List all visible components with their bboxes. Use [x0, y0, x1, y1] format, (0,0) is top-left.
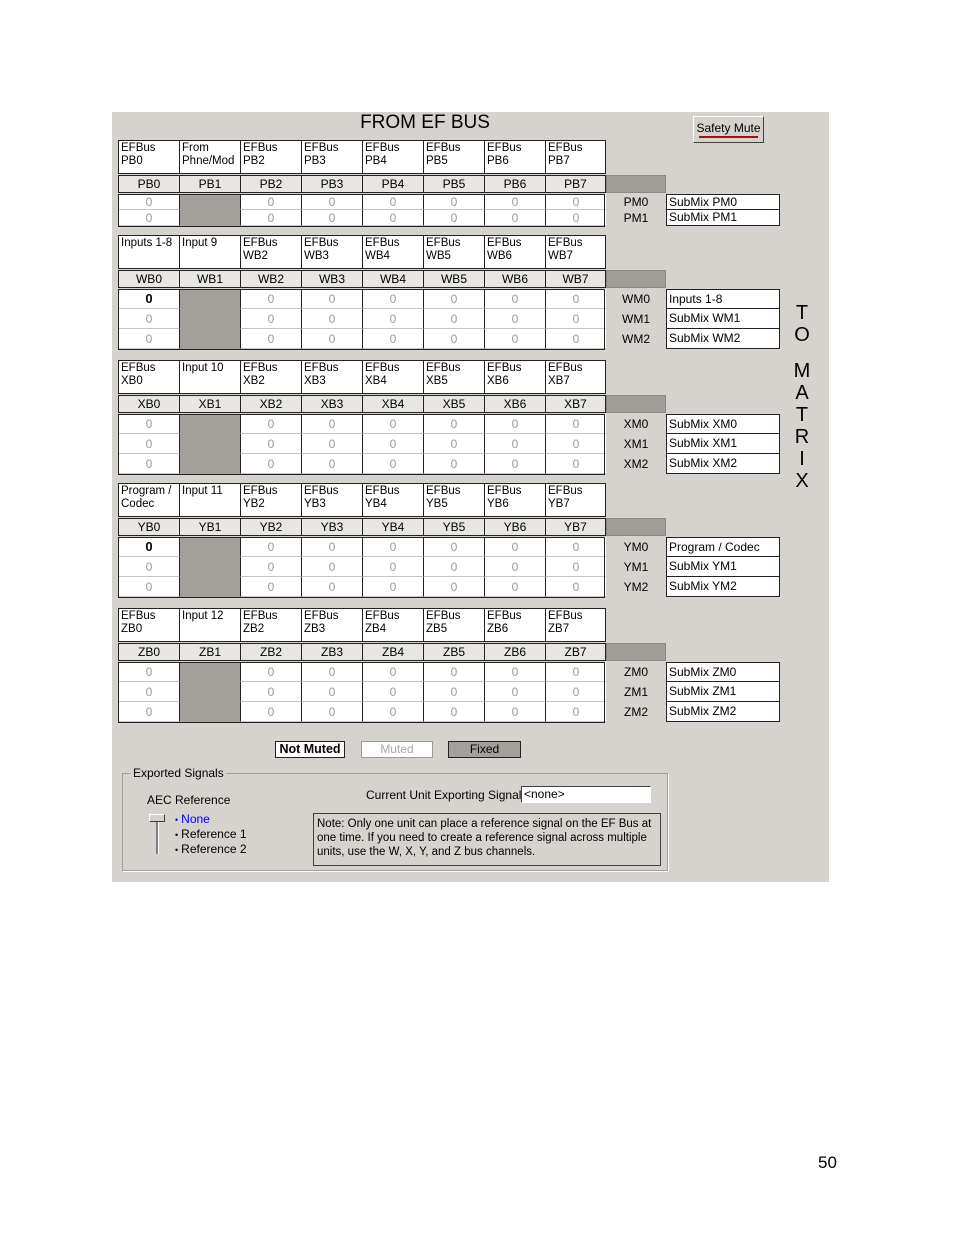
- gain-cell[interactable]: 0: [240, 662, 301, 682]
- column-header: EFBus YB2: [240, 483, 301, 517]
- safety-mute-indicator: [699, 136, 758, 138]
- gain-cell[interactable]: 0: [545, 702, 606, 722]
- column-header: Program / Codec: [118, 483, 179, 517]
- bus-label: XB1: [179, 395, 240, 413]
- gain-cell[interactable]: 0: [301, 682, 362, 702]
- gain-cell[interactable]: 0: [118, 194, 179, 210]
- gain-cell[interactable]: 0: [301, 577, 362, 597]
- gain-cell[interactable]: 0: [240, 557, 301, 577]
- gain-cell[interactable]: 0: [423, 194, 484, 210]
- gain-cell[interactable]: 0: [423, 662, 484, 682]
- fixed-gain-cell: [179, 434, 240, 454]
- gain-cell[interactable]: 0: [118, 537, 179, 557]
- gain-cell[interactable]: 0: [545, 289, 606, 309]
- bus-blank-cell: [606, 175, 666, 193]
- row-bus-name: YM1: [623, 560, 649, 574]
- column-header: EFBus WB4: [362, 235, 423, 269]
- fixed-gain-cell: [179, 702, 240, 722]
- gain-cell[interactable]: 0: [118, 414, 179, 434]
- bus-label: WB7: [545, 270, 606, 288]
- gain-cell[interactable]: 0: [301, 210, 362, 226]
- column-header: EFBus PB4: [362, 140, 423, 174]
- bus-blank-cell: [606, 395, 666, 413]
- column-header: EFBus WB6: [484, 235, 545, 269]
- gain-cell[interactable]: 0: [423, 454, 484, 474]
- column-header: Inputs 1-8: [118, 235, 179, 269]
- gain-cell[interactable]: 0: [301, 414, 362, 434]
- bus-label: YB0: [118, 518, 179, 536]
- bus-label: YB1: [179, 518, 240, 536]
- gain-cell[interactable]: 0: [301, 537, 362, 557]
- row-label: SubMix ZM2: [666, 702, 780, 722]
- gain-cell[interactable]: 0: [423, 702, 484, 722]
- column-header: Input 10: [179, 360, 240, 394]
- column-header: Input 9: [179, 235, 240, 269]
- to-matrix-letter: R: [794, 426, 810, 448]
- column-header: From Phne/Mod: [179, 140, 240, 174]
- gain-cell[interactable]: 0: [118, 557, 179, 577]
- bus-label: PB5: [423, 175, 484, 193]
- aec-option-none[interactable]: • None: [175, 812, 210, 826]
- fixed-gain-cell: [179, 414, 240, 434]
- gain-cell[interactable]: 0: [362, 682, 423, 702]
- gain-cell[interactable]: 0: [362, 329, 423, 349]
- current-exporting-field[interactable]: <none>: [521, 786, 651, 803]
- to-matrix-label: [788, 302, 816, 492]
- fixed-gain-cell: [179, 577, 240, 597]
- bus-label: WB4: [362, 270, 423, 288]
- gain-cell[interactable]: 0: [545, 662, 606, 682]
- safety-mute-label: Safety Mute: [696, 121, 761, 135]
- row-bus-name: PM1: [623, 211, 649, 225]
- fixed-gain-cell: [179, 682, 240, 702]
- bus-label: ZB6: [484, 643, 545, 661]
- gain-cell[interactable]: 0: [545, 414, 606, 434]
- column-header: EFBus XB2: [240, 360, 301, 394]
- gain-cell[interactable]: 0: [301, 434, 362, 454]
- bus-label: PB3: [301, 175, 362, 193]
- bus-label: ZB1: [179, 643, 240, 661]
- gain-cell[interactable]: 0: [362, 537, 423, 557]
- column-header: EFBus XB6: [484, 360, 545, 394]
- column-header: Input 12: [179, 608, 240, 642]
- column-header: EFBus XB7: [545, 360, 606, 394]
- column-header: EFBus PB0: [118, 140, 179, 174]
- bus-label: WB5: [423, 270, 484, 288]
- gain-cell[interactable]: 0: [118, 309, 179, 329]
- fixed-gain-cell: [179, 289, 240, 309]
- gain-cell[interactable]: 0: [240, 682, 301, 702]
- row-bus-name: XM0: [623, 417, 649, 431]
- gain-cell[interactable]: 0: [484, 537, 545, 557]
- gain-cell[interactable]: 0: [423, 557, 484, 577]
- to-matrix-letter: T: [795, 302, 809, 324]
- gain-cell[interactable]: 0: [118, 454, 179, 474]
- column-header: EFBus ZB0: [118, 608, 179, 642]
- fixed-gain-cell: [179, 309, 240, 329]
- gain-cell[interactable]: 0: [240, 210, 301, 226]
- gain-cell[interactable]: 0: [301, 309, 362, 329]
- bus-label: WB1: [179, 270, 240, 288]
- row-label: SubMix WM1: [666, 309, 780, 329]
- panel-title: FROM EF BUS: [360, 112, 490, 133]
- column-header: EFBus XB4: [362, 360, 423, 394]
- to-matrix-letter: T: [795, 404, 809, 426]
- page-number: 50: [818, 1153, 837, 1172]
- bus-label: PB2: [240, 175, 301, 193]
- to-matrix-letter: X: [795, 470, 809, 492]
- column-header: EFBus XB5: [423, 360, 484, 394]
- gain-cell[interactable]: 0: [362, 702, 423, 722]
- fixed-gain-cell: [179, 194, 240, 210]
- gain-cell[interactable]: 0: [240, 537, 301, 557]
- gain-cell[interactable]: 0: [545, 434, 606, 454]
- gain-cell[interactable]: 0: [423, 309, 484, 329]
- column-header: EFBus PB3: [301, 140, 362, 174]
- row-label: SubMix XM1: [666, 434, 780, 454]
- bus-label: YB3: [301, 518, 362, 536]
- bus-label: PB1: [179, 175, 240, 193]
- gain-cell[interactable]: 0: [484, 329, 545, 349]
- row-label: SubMix PM1: [666, 210, 780, 226]
- exported-note: Note: Only one unit can place a reference signal on the EF Bus at one time. If you need to create a reference signal across multiple units, use the W, X, Y, and Z bus channels.: [313, 813, 661, 866]
- aec-slider-thumb[interactable]: [149, 814, 165, 822]
- column-header: EFBus YB7: [545, 483, 606, 517]
- bus-label: WB6: [484, 270, 545, 288]
- gain-cell[interactable]: 0: [118, 662, 179, 682]
- bus-label: ZB4: [362, 643, 423, 661]
- column-header: EFBus PB2: [240, 140, 301, 174]
- bus-label: ZB2: [240, 643, 301, 661]
- gain-cell[interactable]: 0: [118, 329, 179, 349]
- gain-cell[interactable]: 0: [545, 194, 606, 210]
- aec-option-reference-2-label: Reference 2: [181, 842, 247, 856]
- gain-cell[interactable]: 0: [118, 577, 179, 597]
- gain-cell[interactable]: 0: [484, 309, 545, 329]
- column-header: EFBus PB6: [484, 140, 545, 174]
- to-matrix-letter: [788, 346, 816, 360]
- gain-cell[interactable]: 0: [423, 434, 484, 454]
- bus-label: PB0: [118, 175, 179, 193]
- gain-cell[interactable]: 0: [118, 289, 179, 309]
- gain-cell[interactable]: 0: [423, 577, 484, 597]
- bus-label: PB7: [545, 175, 606, 193]
- bus-blank-cell: [606, 270, 666, 288]
- column-header: EFBus PB5: [423, 140, 484, 174]
- gain-cell[interactable]: 0: [545, 454, 606, 474]
- bus-label: WB2: [240, 270, 301, 288]
- gain-cell[interactable]: 0: [118, 702, 179, 722]
- row-label: Inputs 1-8: [666, 289, 780, 309]
- bus-label: PB4: [362, 175, 423, 193]
- aec-option-reference-1[interactable]: • Reference 1: [175, 827, 247, 841]
- row-bus-name: ZM1: [624, 685, 648, 699]
- row-bus-name: YM0: [623, 540, 649, 554]
- gain-cell[interactable]: 0: [484, 289, 545, 309]
- row-bus-name: XM2: [623, 457, 649, 471]
- column-header: EFBus ZB3: [301, 608, 362, 642]
- gain-cell[interactable]: 0: [240, 289, 301, 309]
- gain-cell[interactable]: 0: [545, 682, 606, 702]
- column-header: EFBus YB5: [423, 483, 484, 517]
- bus-label: YB5: [423, 518, 484, 536]
- column-header: EFBus XB0: [118, 360, 179, 394]
- gain-cell[interactable]: 0: [301, 702, 362, 722]
- column-header: EFBus YB3: [301, 483, 362, 517]
- gain-cell[interactable]: 0: [301, 329, 362, 349]
- bus-label: YB2: [240, 518, 301, 536]
- gain-cell[interactable]: 0: [362, 577, 423, 597]
- bus-label: YB7: [545, 518, 606, 536]
- bus-blank-cell: [606, 518, 666, 536]
- legend-not-muted: Not Muted: [275, 741, 345, 758]
- gain-cell[interactable]: 0: [484, 702, 545, 722]
- gain-cell[interactable]: 0: [423, 210, 484, 226]
- fixed-gain-cell: [179, 454, 240, 474]
- gain-cell[interactable]: 0: [423, 537, 484, 557]
- bus-label: ZB0: [118, 643, 179, 661]
- gain-cell[interactable]: 0: [301, 289, 362, 309]
- gain-cell[interactable]: 0: [362, 210, 423, 226]
- ef-bus-panel: [112, 112, 829, 882]
- gain-cell[interactable]: 0: [301, 194, 362, 210]
- gain-cell[interactable]: 0: [301, 662, 362, 682]
- column-header: Input 11: [179, 483, 240, 517]
- bus-label: ZB5: [423, 643, 484, 661]
- gain-cell[interactable]: 0: [118, 434, 179, 454]
- column-header: EFBus WB2: [240, 235, 301, 269]
- gain-cell[interactable]: 0: [484, 557, 545, 577]
- bus-label: ZB7: [545, 643, 606, 661]
- gain-cell[interactable]: 0: [484, 662, 545, 682]
- gain-cell[interactable]: 0: [484, 210, 545, 226]
- gain-cell[interactable]: 0: [362, 662, 423, 682]
- to-matrix-letter: M: [793, 360, 811, 382]
- gain-cell[interactable]: 0: [545, 557, 606, 577]
- gain-cell[interactable]: 0: [423, 289, 484, 309]
- column-header: EFBus PB7: [545, 140, 606, 174]
- fixed-gain-cell: [179, 557, 240, 577]
- gain-cell[interactable]: 0: [301, 557, 362, 577]
- legend-fixed: Fixed: [448, 741, 521, 758]
- column-header: EFBus WB5: [423, 235, 484, 269]
- column-header: EFBus ZB6: [484, 608, 545, 642]
- exported-signals-group: [122, 766, 668, 871]
- fixed-gain-cell: [179, 210, 240, 226]
- gain-cell[interactable]: 0: [240, 434, 301, 454]
- aec-reference-label: AEC Reference: [147, 793, 231, 807]
- gain-cell[interactable]: 0: [484, 682, 545, 702]
- bus-label: XB2: [240, 395, 301, 413]
- column-header: EFBus XB3: [301, 360, 362, 394]
- column-header: EFBus ZB5: [423, 608, 484, 642]
- bus-blank-cell: [606, 643, 666, 661]
- fixed-gain-cell: [179, 329, 240, 349]
- column-header: EFBus ZB7: [545, 608, 606, 642]
- column-header: EFBus ZB4: [362, 608, 423, 642]
- gain-cell[interactable]: 0: [240, 577, 301, 597]
- gain-cell[interactable]: 0: [118, 682, 179, 702]
- gain-cell[interactable]: 0: [362, 289, 423, 309]
- row-label: SubMix YM1: [666, 557, 780, 577]
- gain-cell[interactable]: 0: [362, 414, 423, 434]
- row-label: SubMix PM0: [666, 194, 780, 210]
- bus-label: ZB3: [301, 643, 362, 661]
- row-bus-name: PM0: [623, 195, 649, 209]
- gain-cell[interactable]: 0: [545, 577, 606, 597]
- bus-label: XB5: [423, 395, 484, 413]
- bus-label: PB6: [484, 175, 545, 193]
- safety-mute-button[interactable]: [693, 116, 764, 143]
- row-label: Program / Codec: [666, 537, 780, 557]
- bus-label: YB4: [362, 518, 423, 536]
- gain-cell[interactable]: 0: [240, 454, 301, 474]
- aec-option-none-label: None: [181, 812, 210, 826]
- gain-cell[interactable]: 0: [484, 194, 545, 210]
- row-bus-name: WM0: [622, 292, 650, 306]
- column-header: EFBus YB6: [484, 483, 545, 517]
- exported-signals-label: Exported Signals: [133, 766, 224, 780]
- fixed-gain-cell: [179, 537, 240, 557]
- gain-cell[interactable]: 0: [484, 454, 545, 474]
- row-label: SubMix XM2: [666, 454, 780, 474]
- gain-cell[interactable]: 0: [545, 309, 606, 329]
- row-label: SubMix WM2: [666, 329, 780, 349]
- row-bus-name: WM1: [622, 312, 650, 326]
- gain-cell[interactable]: 0: [545, 537, 606, 557]
- legend-muted: Muted: [361, 741, 433, 758]
- gain-cell[interactable]: 0: [240, 194, 301, 210]
- gain-cell[interactable]: 0: [240, 329, 301, 349]
- gain-cell[interactable]: 0: [240, 414, 301, 434]
- gain-cell[interactable]: 0: [545, 329, 606, 349]
- bus-label: WB0: [118, 270, 179, 288]
- bus-label: XB7: [545, 395, 606, 413]
- row-bus-name: XM1: [623, 437, 649, 451]
- row-label: SubMix XM0: [666, 414, 780, 434]
- column-header: EFBus ZB2: [240, 608, 301, 642]
- gain-cell[interactable]: 0: [362, 454, 423, 474]
- row-bus-name: ZM0: [624, 665, 648, 679]
- gain-cell[interactable]: 0: [301, 454, 362, 474]
- gain-cell[interactable]: 0: [362, 434, 423, 454]
- row-bus-name: WM2: [622, 332, 650, 346]
- to-matrix-letter: O: [794, 324, 810, 346]
- bus-label: XB0: [118, 395, 179, 413]
- gain-cell[interactable]: 0: [423, 414, 484, 434]
- row-bus-name: YM2: [623, 580, 649, 594]
- current-exporting-label: Current Unit Exporting Signal: [366, 788, 522, 802]
- bus-label: XB6: [484, 395, 545, 413]
- row-label: SubMix ZM1: [666, 682, 780, 702]
- gain-cell[interactable]: 0: [423, 329, 484, 349]
- column-header: EFBus WB7: [545, 235, 606, 269]
- gain-cell[interactable]: 0: [118, 210, 179, 226]
- gain-cell[interactable]: 0: [362, 309, 423, 329]
- to-matrix-letter: A: [795, 382, 809, 404]
- row-bus-name: ZM2: [624, 705, 648, 719]
- gain-cell[interactable]: 0: [240, 309, 301, 329]
- gain-cell[interactable]: 0: [545, 210, 606, 226]
- bus-label: WB3: [301, 270, 362, 288]
- bus-label: XB3: [301, 395, 362, 413]
- aec-option-reference-2[interactable]: • Reference 2: [175, 842, 247, 856]
- bus-label: YB6: [484, 518, 545, 536]
- row-label: SubMix ZM0: [666, 662, 780, 682]
- row-label: SubMix YM2: [666, 577, 780, 597]
- gain-cell[interactable]: 0: [240, 702, 301, 722]
- column-header: EFBus WB3: [301, 235, 362, 269]
- bus-label: XB4: [362, 395, 423, 413]
- fixed-gain-cell: [179, 662, 240, 682]
- column-header: EFBus YB4: [362, 483, 423, 517]
- gain-cell[interactable]: 0: [362, 194, 423, 210]
- gain-cell[interactable]: 0: [484, 434, 545, 454]
- gain-cell[interactable]: 0: [484, 414, 545, 434]
- gain-cell[interactable]: 0: [484, 577, 545, 597]
- aec-option-reference-1-label: Reference 1: [181, 827, 247, 841]
- gain-cell[interactable]: 0: [423, 682, 484, 702]
- gain-cell[interactable]: 0: [362, 557, 423, 577]
- to-matrix-letter: I: [799, 448, 805, 470]
